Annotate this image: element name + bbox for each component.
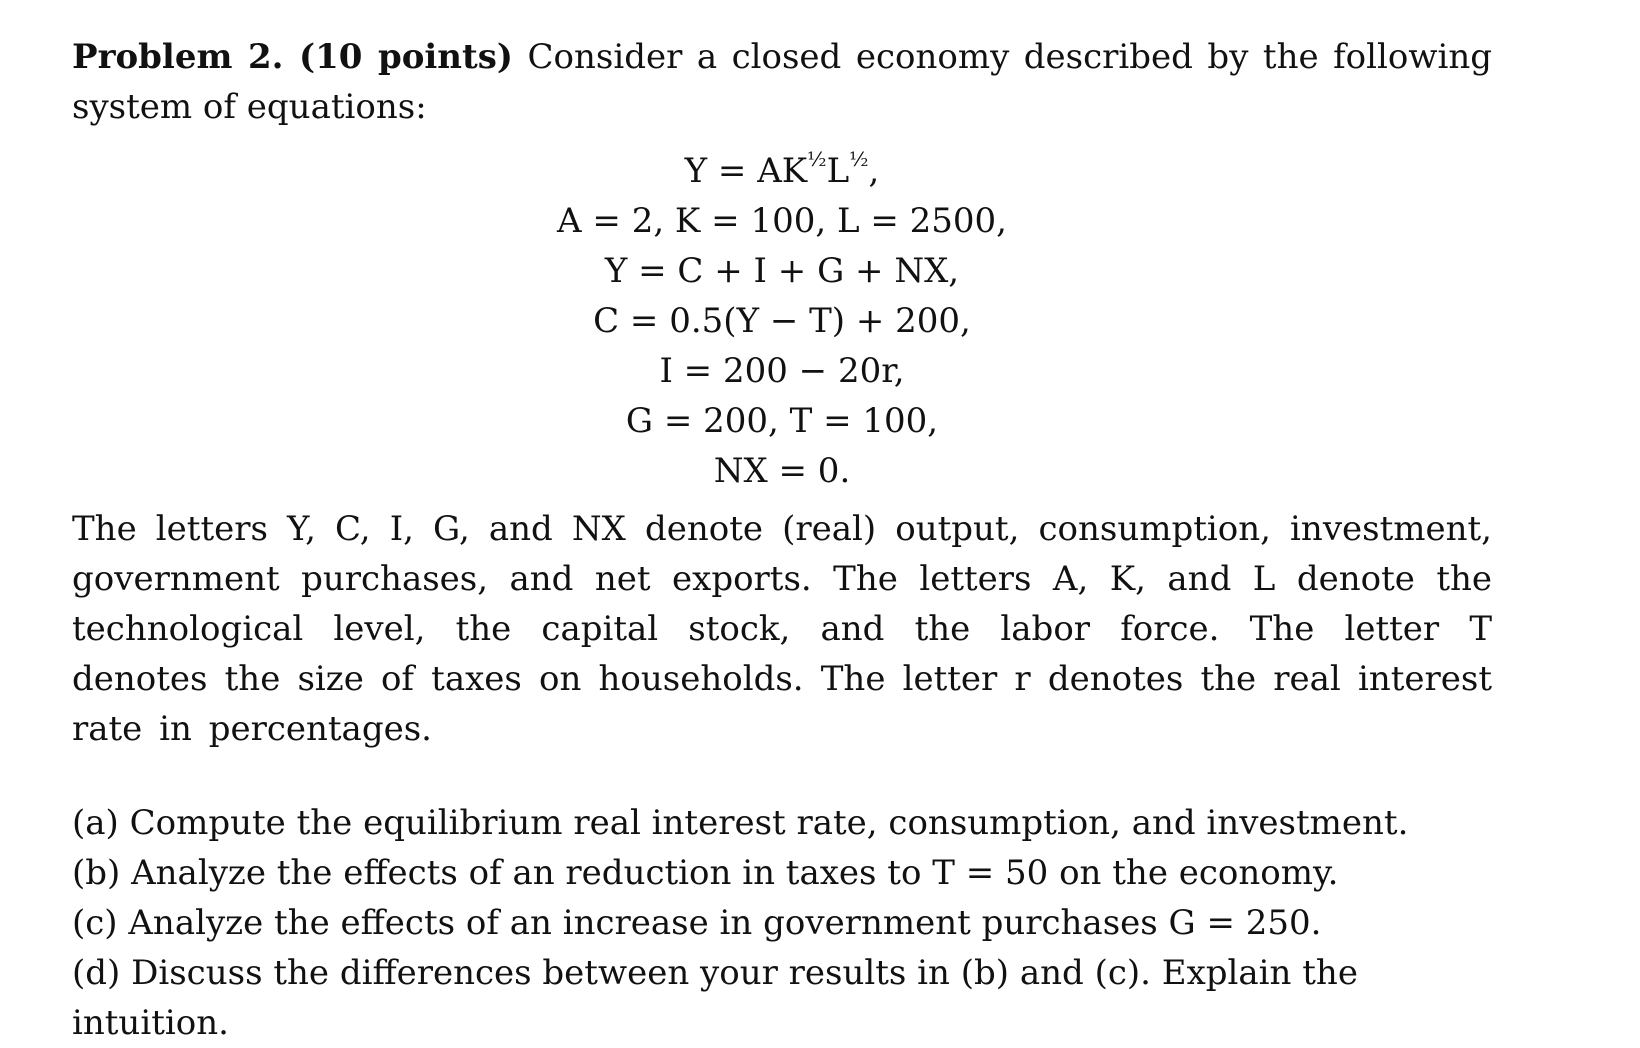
question-part-a: (a) Compute the equilibrium real interest rate, consumption, and investment. [72,803,1409,843]
question-part-d: (d) Discuss the differences between your results in (b) and (c). Explain the intuition. [72,953,1358,1043]
equation-production-function: $Y = AK^{\frac{1}{2}}L^{\frac{1}{2}}$, [684,147,880,191]
problem-document [72,32,1492,1048]
problem-intro-text: Consider a closed economy described by the following system of equations: [72,37,1492,127]
question-part-c: (c) Analyze the effects of an increase in government purchases G = 250. [72,903,1322,943]
equation-goods-market: Y = C + I + G + NX, [604,251,960,291]
question-part-b: (b) Analyze the effects of an reduction in taxes to T = 50 on the economy. [72,853,1339,893]
question-parts [72,798,1492,1048]
equation-investment: I = 200 − 20r, [659,351,905,391]
problem-title: Problem 2. (10 points) [72,37,513,77]
equation-consumption: C = 0.5(Y − T) + 200, [593,301,971,341]
equation-net-exports: NX = 0. [713,451,851,491]
equation-system [72,134,1492,496]
variable-description: The letters Y, C, I, G, and NX denote (real) output, consumption, investment, government purchases, and net exports. The letters A, K, and L denote the technological level, the capital stock, and the labor force. The letter T denotes the size of taxes on households. The letter r denotes the real interest rate in percentages. [72,509,1492,749]
problem-intro [72,32,1492,132]
equation-parameters: A = 2, K = 100, L = 2500, [557,201,1007,241]
equation-fiscal-policy: G = 200, T = 100, [625,401,939,441]
